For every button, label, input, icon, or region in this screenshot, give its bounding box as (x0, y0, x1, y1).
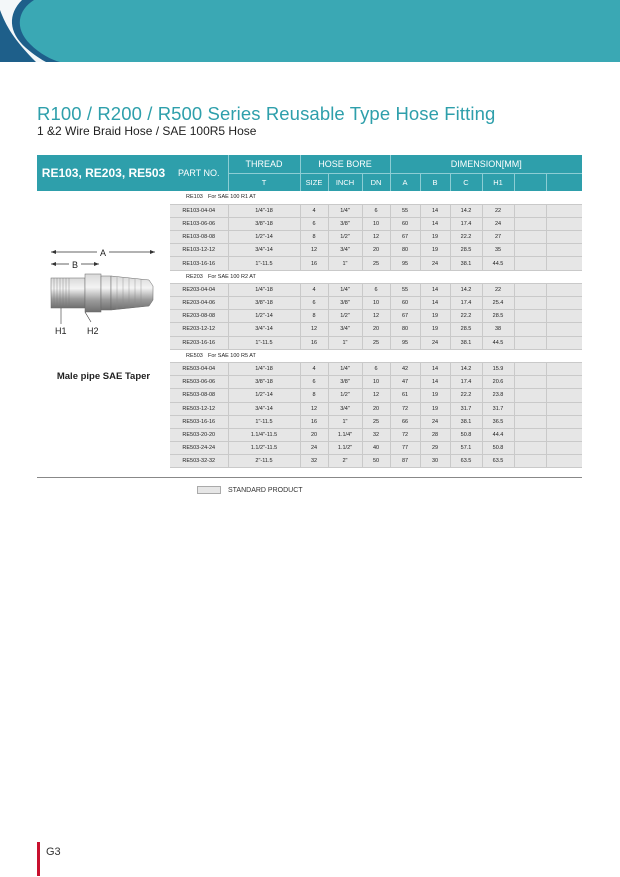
cell-a: 72 (390, 428, 420, 441)
cell-t: 3/4"-14 (228, 244, 300, 257)
cell-size: 8 (300, 389, 328, 402)
cell-part-no: RE203-04-04 (170, 283, 228, 296)
cell-h1: 38 (482, 323, 514, 336)
col-hose-bore: HOSE BORE (300, 155, 390, 173)
page-subtitle: 1 &2 Wire Braid Hose / SAE 100R5 Hose (37, 124, 257, 138)
cell-t: 1/4"-18 (228, 204, 300, 217)
cell-h1: 27 (482, 231, 514, 244)
cell-empty (514, 297, 546, 310)
cell-empty (514, 204, 546, 217)
group-note: For SAE 100 R1 AT (208, 194, 256, 201)
cell-inch: 1.1/2" (328, 442, 362, 455)
cell-size: 4 (300, 283, 328, 296)
cell-t: 3/8"-18 (228, 376, 300, 389)
cell-part-no: RE203-04-06 (170, 297, 228, 310)
cell-c: 50.8 (450, 428, 482, 441)
cell-b: 24 (420, 336, 450, 349)
cell-part-no: RE103-12-12 (170, 244, 228, 257)
cell-b: 19 (420, 323, 450, 336)
cell-dn: 6 (362, 283, 390, 296)
cell-t: 1/4"-18 (228, 283, 300, 296)
cell-size: 16 (300, 336, 328, 349)
cell-empty (514, 257, 546, 270)
group-code: RE103 (186, 194, 203, 201)
cell-t: 2"-11.5 (228, 455, 300, 468)
cell-t: 3/4"-14 (228, 323, 300, 336)
cell-a: 87 (390, 455, 420, 468)
cell-inch: 3/4" (328, 244, 362, 257)
cell-b: 14 (420, 204, 450, 217)
col-empty-1 (514, 173, 546, 191)
cell-part-no: RE103-06-06 (170, 217, 228, 230)
group-code: RE203 (186, 273, 203, 280)
cell-empty (546, 244, 582, 257)
cell-c: 57.1 (450, 442, 482, 455)
cell-empty (546, 455, 582, 468)
cell-a: 47 (390, 376, 420, 389)
cell-part-no: RE503-20-20 (170, 428, 228, 441)
table-row (170, 376, 582, 389)
cell-dn: 50 (362, 455, 390, 468)
cell-h1: 44.5 (482, 336, 514, 349)
drawing-caption: Male pipe SAE Taper (56, 371, 151, 382)
cell-c: 14.2 (450, 204, 482, 217)
cell-empty (514, 244, 546, 257)
cell-inch: 1/2" (328, 231, 362, 244)
cell-dn: 20 (362, 323, 390, 336)
cell-empty (514, 376, 546, 389)
cell-empty (546, 217, 582, 230)
cell-h1: 20.6 (482, 376, 514, 389)
cell-c: 28.5 (450, 244, 482, 257)
cell-empty (514, 428, 546, 441)
cell-a: 60 (390, 297, 420, 310)
dim-label-a: A (99, 248, 107, 258)
cell-c: 63.5 (450, 455, 482, 468)
cell-t: 1.1/2"-11.5 (228, 442, 300, 455)
cell-inch: 1/4" (328, 283, 362, 296)
table-row (170, 415, 582, 428)
cell-dn: 10 (362, 217, 390, 230)
table-row (170, 442, 582, 455)
table-row (170, 244, 582, 257)
table-row (170, 428, 582, 441)
cell-part-no: RE503-24-24 (170, 442, 228, 455)
dim-label-h1: H1 (55, 326, 67, 336)
cell-empty (546, 336, 582, 349)
cell-h1: 22 (482, 283, 514, 296)
cell-empty (514, 217, 546, 230)
page-title: R100 / R200 / R500 Series Reusable Type Hose Fitting (37, 103, 496, 124)
cell-c: 31.7 (450, 402, 482, 415)
cell-b: 19 (420, 310, 450, 323)
cell-h1: 63.5 (482, 455, 514, 468)
cell-c: 22.2 (450, 389, 482, 402)
cell-empty (514, 402, 546, 415)
cell-empty (546, 323, 582, 336)
cell-size: 6 (300, 217, 328, 230)
cell-a: 77 (390, 442, 420, 455)
table-row (170, 455, 582, 468)
cell-empty (546, 231, 582, 244)
cell-c: 17.4 (450, 376, 482, 389)
page-number: G3 (46, 846, 61, 858)
cell-size: 24 (300, 442, 328, 455)
cell-a: 80 (390, 244, 420, 257)
cell-c: 17.4 (450, 217, 482, 230)
cell-h1: 24 (482, 217, 514, 230)
cell-h1: 25.4 (482, 297, 514, 310)
group-note: For SAE 100 R5 AT (208, 352, 256, 359)
col-h1: H1 (482, 173, 514, 191)
dim-label-b: B (71, 260, 79, 270)
cell-dn: 6 (362, 362, 390, 375)
table-row (170, 310, 582, 323)
group-label (170, 191, 582, 204)
cell-empty (514, 415, 546, 428)
cell-part-no: RE103-16-16 (170, 257, 228, 270)
model-heading: RE103, RE203, RE503 (37, 155, 170, 191)
cell-dn: 12 (362, 310, 390, 323)
cell-empty (546, 428, 582, 441)
cell-empty (514, 310, 546, 323)
cell-a: 55 (390, 204, 420, 217)
cell-t: 1.1/4"-11.5 (228, 428, 300, 441)
cell-empty (546, 415, 582, 428)
cell-part-no: RE503-08-08 (170, 389, 228, 402)
cell-size: 4 (300, 204, 328, 217)
header-swoosh-graphic (0, 0, 620, 62)
spec-table (170, 155, 582, 468)
legend (197, 486, 303, 494)
cell-a: 95 (390, 336, 420, 349)
table-row (170, 362, 582, 375)
cell-b: 14 (420, 297, 450, 310)
cell-empty (546, 297, 582, 310)
group-code: RE503 (186, 352, 203, 359)
cell-b: 14 (420, 217, 450, 230)
cell-b: 24 (420, 415, 450, 428)
cell-t: 1"-11.5 (228, 415, 300, 428)
spec-table-body (170, 191, 582, 468)
col-dn: DN (362, 173, 390, 191)
cell-empty (514, 231, 546, 244)
cell-b: 14 (420, 283, 450, 296)
cell-c: 17.4 (450, 297, 482, 310)
cell-size: 6 (300, 376, 328, 389)
table-row (170, 297, 582, 310)
group-note: For SAE 100 R2 AT (208, 273, 256, 280)
cell-h1: 31.7 (482, 402, 514, 415)
cell-c: 14.2 (450, 362, 482, 375)
cell-t: 1/4"-18 (228, 362, 300, 375)
cell-size: 12 (300, 244, 328, 257)
legend-label: STANDARD PRODUCT (228, 486, 303, 494)
cell-part-no: RE203-16-16 (170, 336, 228, 349)
cell-size: 16 (300, 415, 328, 428)
cell-inch: 1" (328, 415, 362, 428)
cell-h1: 23.8 (482, 389, 514, 402)
col-part-no: PART NO. (170, 155, 228, 191)
cell-size: 4 (300, 362, 328, 375)
cell-h1: 35 (482, 244, 514, 257)
page-marker (37, 842, 40, 876)
cell-t: 1/2"-14 (228, 310, 300, 323)
cell-empty (546, 376, 582, 389)
cell-part-no: RE503-06-06 (170, 376, 228, 389)
cell-a: 80 (390, 323, 420, 336)
dim-label-h2: H2 (87, 326, 99, 336)
cell-inch: 2" (328, 455, 362, 468)
group-label (170, 270, 582, 283)
cell-dn: 32 (362, 428, 390, 441)
legend-swatch (197, 486, 221, 494)
cell-empty (546, 362, 582, 375)
cell-empty (514, 283, 546, 296)
cell-empty (546, 257, 582, 270)
cell-part-no: RE103-08-08 (170, 231, 228, 244)
cell-empty (546, 283, 582, 296)
cell-t: 3/8"-18 (228, 217, 300, 230)
col-t: T (228, 173, 300, 191)
cell-empty (514, 336, 546, 349)
col-a: A (390, 173, 420, 191)
table-row (170, 402, 582, 415)
cell-part-no: RE103-04-04 (170, 204, 228, 217)
group-row (170, 349, 582, 362)
cell-h1: 44.5 (482, 257, 514, 270)
table-row (170, 257, 582, 270)
cell-t: 1/2"-14 (228, 389, 300, 402)
cell-dn: 40 (362, 442, 390, 455)
cell-empty (546, 389, 582, 402)
cell-inch: 1/2" (328, 310, 362, 323)
cell-b: 24 (420, 257, 450, 270)
cell-dn: 12 (362, 231, 390, 244)
cell-a: 55 (390, 283, 420, 296)
cell-inch: 3/4" (328, 323, 362, 336)
cell-h1: 50.8 (482, 442, 514, 455)
cell-inch: 1" (328, 257, 362, 270)
cell-c: 28.5 (450, 323, 482, 336)
cell-a: 61 (390, 389, 420, 402)
cell-dn: 25 (362, 257, 390, 270)
group-row (170, 191, 582, 204)
cell-inch: 3/8" (328, 297, 362, 310)
cell-c: 38.1 (450, 257, 482, 270)
cell-part-no: RE203-12-12 (170, 323, 228, 336)
col-dimension: DIMENSION[MM] (390, 155, 582, 173)
cell-empty (514, 389, 546, 402)
cell-h1: 36.5 (482, 415, 514, 428)
fitting-drawing (37, 236, 170, 346)
cell-empty (514, 455, 546, 468)
cell-b: 29 (420, 442, 450, 455)
cell-c: 22.2 (450, 310, 482, 323)
cell-dn: 25 (362, 415, 390, 428)
cell-a: 67 (390, 231, 420, 244)
cell-size: 32 (300, 455, 328, 468)
cell-part-no: RE503-32-32 (170, 455, 228, 468)
table-row (170, 336, 582, 349)
cell-size: 12 (300, 323, 328, 336)
cell-empty (546, 402, 582, 415)
cell-b: 14 (420, 376, 450, 389)
cell-t: 1"-11.5 (228, 257, 300, 270)
cell-inch: 3/8" (328, 376, 362, 389)
cell-a: 60 (390, 217, 420, 230)
cell-c: 38.1 (450, 336, 482, 349)
cell-part-no: RE203-08-08 (170, 310, 228, 323)
table-row (170, 204, 582, 217)
cell-inch: 1/4" (328, 204, 362, 217)
cell-t: 1"-11.5 (228, 336, 300, 349)
table-row (170, 231, 582, 244)
cell-inch: 1/4" (328, 362, 362, 375)
group-row (170, 270, 582, 283)
cell-b: 28 (420, 428, 450, 441)
cell-t: 3/8"-18 (228, 297, 300, 310)
cell-a: 67 (390, 310, 420, 323)
col-size: SIZE (300, 173, 328, 191)
cell-empty (514, 362, 546, 375)
cell-dn: 25 (362, 336, 390, 349)
cell-inch: 1/2" (328, 389, 362, 402)
cell-h1: 28.5 (482, 310, 514, 323)
table-row (170, 389, 582, 402)
cell-size: 8 (300, 231, 328, 244)
cell-c: 14.2 (450, 283, 482, 296)
cell-size: 20 (300, 428, 328, 441)
cell-empty (546, 442, 582, 455)
cell-a: 72 (390, 402, 420, 415)
cell-b: 19 (420, 244, 450, 257)
table-row (170, 283, 582, 296)
cell-empty (514, 323, 546, 336)
cell-t: 3/4"-14 (228, 402, 300, 415)
cell-dn: 6 (362, 204, 390, 217)
cell-h1: 15.9 (482, 362, 514, 375)
table-row (170, 217, 582, 230)
cell-a: 95 (390, 257, 420, 270)
cell-dn: 20 (362, 244, 390, 257)
cell-b: 14 (420, 362, 450, 375)
cell-b: 30 (420, 455, 450, 468)
cell-part-no: RE503-16-16 (170, 415, 228, 428)
cell-b: 19 (420, 389, 450, 402)
col-inch: INCH (328, 173, 362, 191)
cell-h1: 22 (482, 204, 514, 217)
col-b: B (420, 173, 450, 191)
cell-inch: 3/8" (328, 217, 362, 230)
cell-size: 8 (300, 310, 328, 323)
cell-b: 19 (420, 402, 450, 415)
header-band (0, 0, 620, 62)
cell-c: 22.2 (450, 231, 482, 244)
cell-dn: 10 (362, 376, 390, 389)
cell-part-no: RE503-12-12 (170, 402, 228, 415)
cell-inch: 1.1/4" (328, 428, 362, 441)
cell-part-no: RE503-04-04 (170, 362, 228, 375)
cell-dn: 12 (362, 389, 390, 402)
cell-dn: 10 (362, 297, 390, 310)
col-thread: THREAD (228, 155, 300, 173)
col-c: C (450, 173, 482, 191)
table-row (170, 323, 582, 336)
col-empty-2 (546, 173, 582, 191)
cell-t: 1/2"-14 (228, 231, 300, 244)
cell-c: 38.1 (450, 415, 482, 428)
cell-inch: 1" (328, 336, 362, 349)
cell-size: 12 (300, 402, 328, 415)
cell-h1: 44.4 (482, 428, 514, 441)
cell-inch: 3/4" (328, 402, 362, 415)
cell-a: 42 (390, 362, 420, 375)
cell-empty (546, 310, 582, 323)
table-bottom-rule (37, 477, 582, 478)
cell-size: 6 (300, 297, 328, 310)
cell-size: 16 (300, 257, 328, 270)
cell-empty (514, 442, 546, 455)
cell-empty (546, 204, 582, 217)
cell-a: 66 (390, 415, 420, 428)
cell-dn: 20 (362, 402, 390, 415)
group-label (170, 349, 582, 362)
fitting-drawing-panel (37, 191, 170, 477)
cell-b: 19 (420, 231, 450, 244)
